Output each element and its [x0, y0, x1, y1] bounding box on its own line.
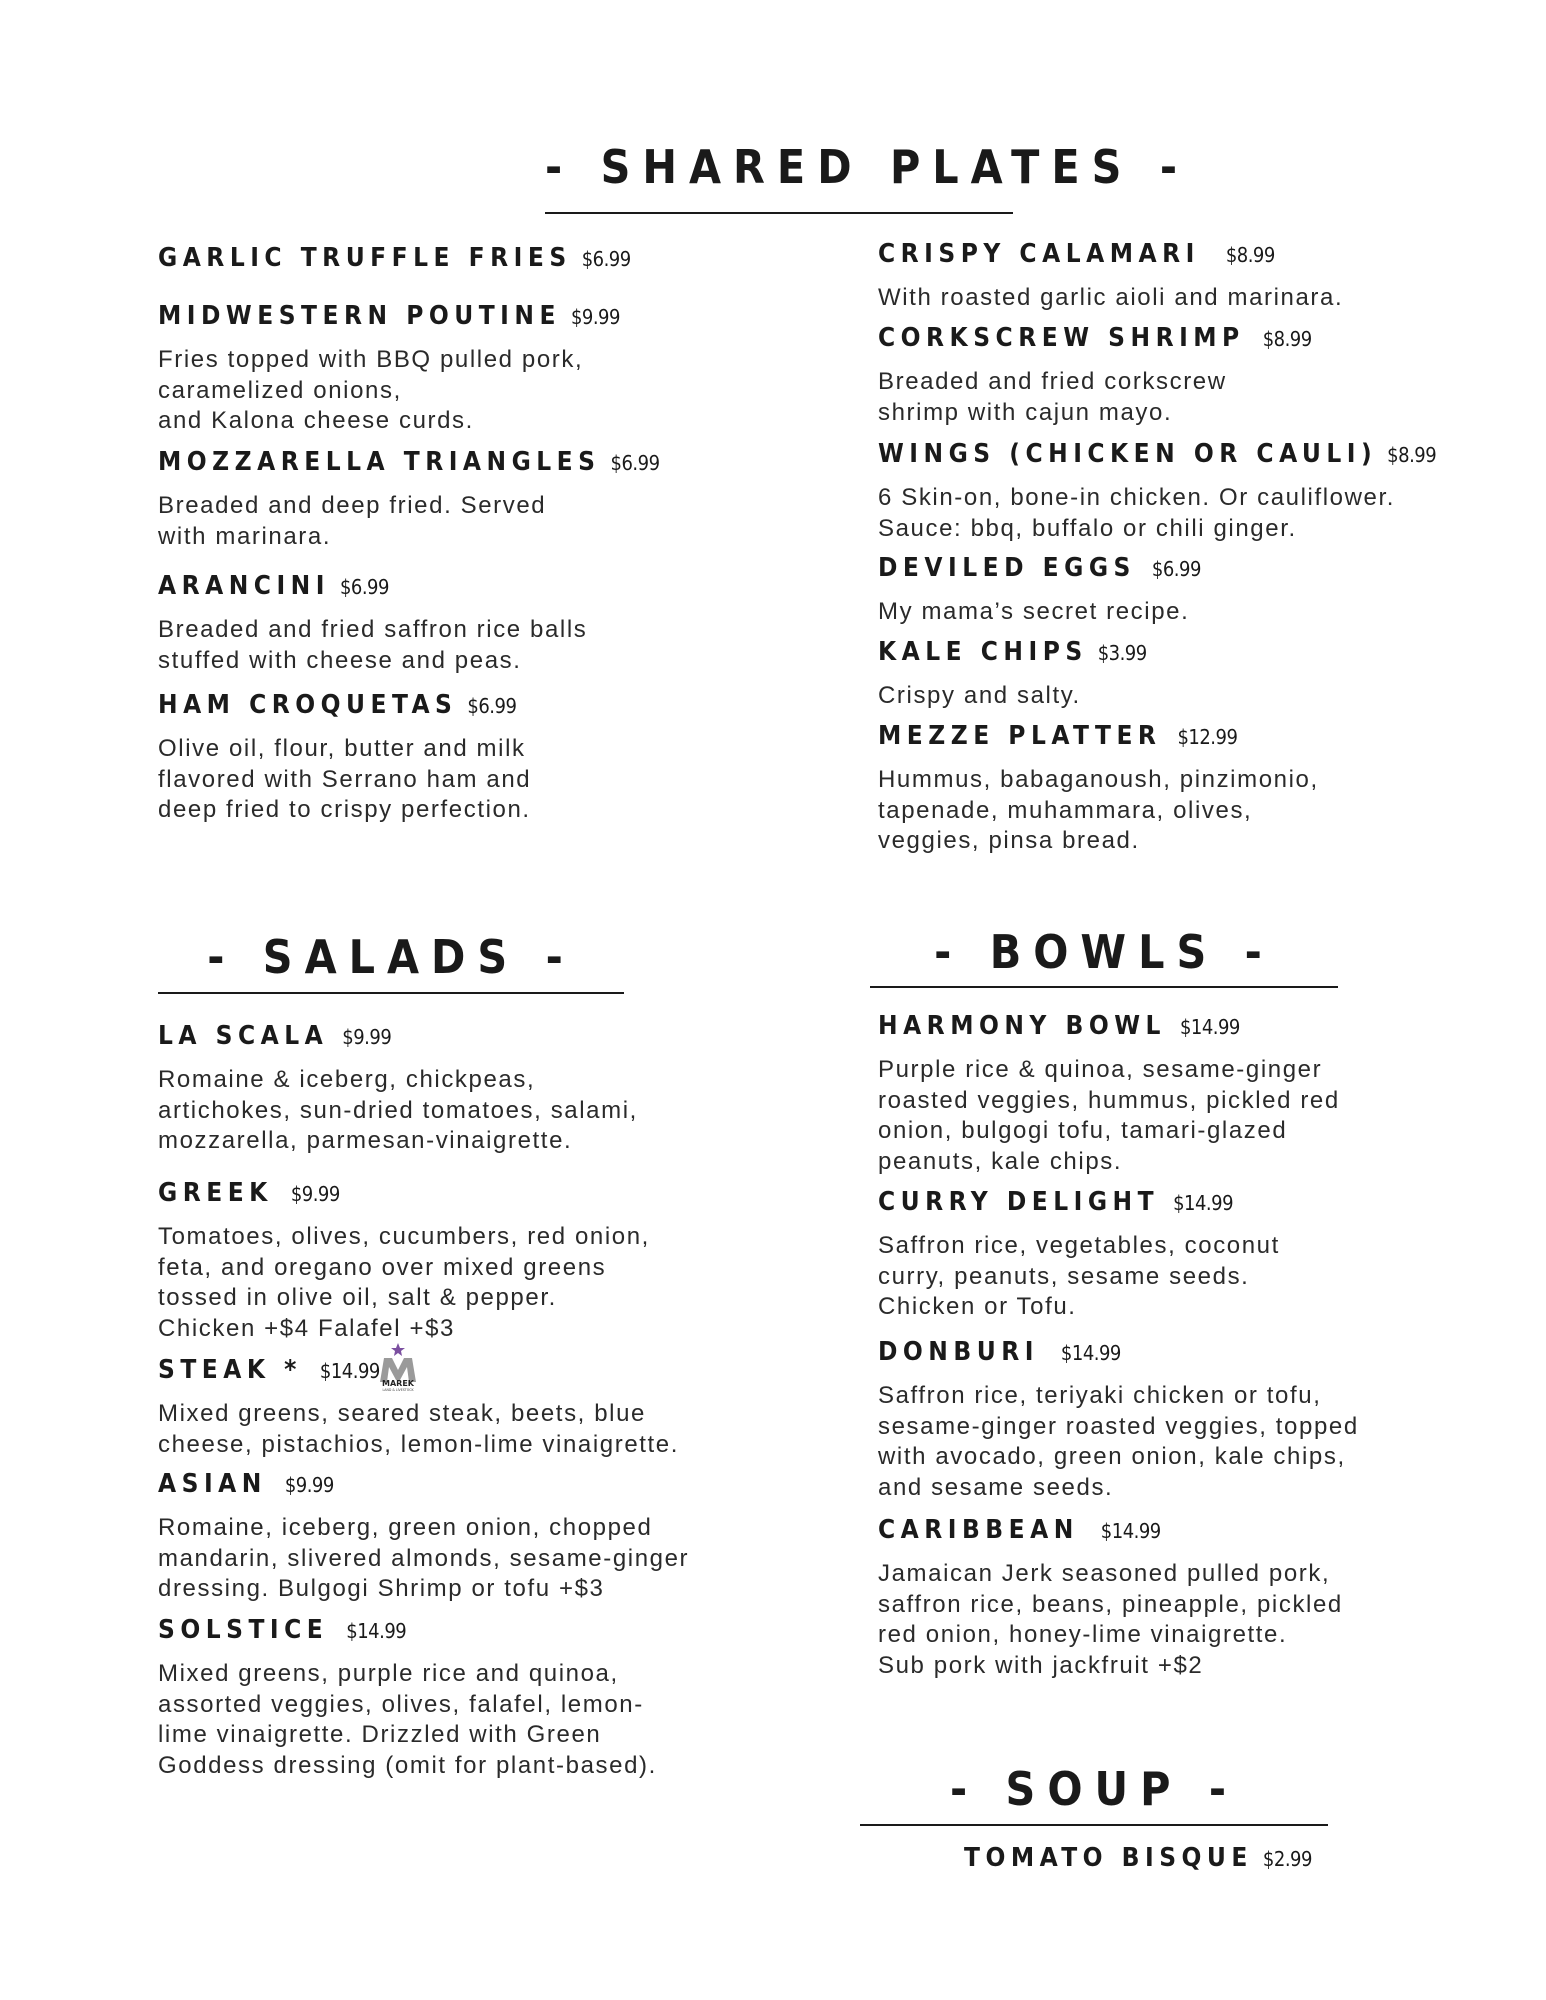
- item-name: CRISPY CALAMARI: [878, 239, 1200, 269]
- item-price: $14.99: [1060, 1341, 1121, 1365]
- menu-item-kale-chips: [878, 636, 1147, 712]
- item-price: $9.99: [284, 1473, 334, 1497]
- marek-logo-text: MAREK: [382, 1379, 414, 1388]
- item-name: KALE CHIPS: [878, 637, 1088, 667]
- item-description: Tomatoes, olives, cucumbers, red onion, feta, and oregano over mixed greens tossed in olive oil, salt & pepper. Chicken +$4 Falafel +$3: [158, 1223, 650, 1342]
- item-price: $14.99: [1179, 1015, 1240, 1039]
- item-price: $9.99: [570, 305, 620, 329]
- menu-item-garlic-truffle-fries: [158, 242, 631, 278]
- item-name: HAM CROQUETAS: [158, 690, 458, 720]
- item-price: $14.99: [319, 1359, 380, 1383]
- item-description: Fries topped with BBQ pulled pork, caramelized onions, and Kalona cheese curds.: [158, 346, 584, 434]
- soup-title: - SOUP -: [949, 1762, 1239, 1816]
- item-name: STEAK *: [158, 1355, 302, 1385]
- item-price: $14.99: [1173, 1191, 1234, 1215]
- item-name: MEZZE PLATTER: [878, 721, 1162, 751]
- item-price: $6.99: [581, 247, 631, 271]
- item-description: Olive oil, flour, butter and milk flavored with Serrano ham and deep fried to crispy perfection.: [158, 735, 532, 823]
- shared-plates-rule: [545, 212, 1013, 214]
- item-name: MIDWESTERN POUTINE: [158, 301, 561, 331]
- item-price: $6.99: [610, 451, 660, 475]
- item-description: Romaine & iceberg, chickpeas, artichokes, sun-dried tomatoes, salami, mozzarella, parmesan-vinaigrette.: [158, 1066, 638, 1154]
- item-name: DONBURI: [878, 1337, 1039, 1367]
- item-name: MOZZARELLA TRIANGLES: [158, 447, 601, 477]
- menu-item-harmony-bowl: [878, 1010, 1340, 1177]
- item-description: Romaine, iceberg, green onion, chopped mandarin, slivered almonds, sesame-ginger dressing. Bulgogi Shrimp or tofu +$3: [158, 1514, 690, 1602]
- shared-plates-title: - SHARED PLATES -: [545, 140, 1190, 194]
- menu-item-caribbean: [878, 1514, 1343, 1681]
- item-name: DEVILED EGGS: [878, 553, 1136, 583]
- menu-item-arancini: [158, 570, 587, 676]
- menu-item-donburi: [878, 1336, 1359, 1503]
- item-name: CARIBBEAN: [878, 1515, 1079, 1545]
- item-description: Mixed greens, purple rice and quinoa, assorted veggies, olives, falafel, lemon- lime vinaigrette. Drizzled with Green Goddess dressing (omit for plant-based).: [158, 1660, 657, 1779]
- menu-item-deviled-eggs: [878, 552, 1201, 628]
- item-price: $14.99: [1100, 1519, 1161, 1543]
- item-name: GREEK: [158, 1178, 273, 1208]
- item-price: $8.99: [1262, 327, 1312, 351]
- soup-rule: [860, 1824, 1328, 1826]
- menu-item-ham-croquetas: [158, 689, 531, 826]
- item-price: $8.99: [1225, 243, 1275, 267]
- menu-item-la-scala: [158, 1020, 638, 1157]
- bowls-title: - BOWLS -: [934, 925, 1274, 979]
- item-name: GARLIC TRUFFLE FRIES: [158, 243, 572, 273]
- item-description: Mixed greens, seared steak, beets, blue cheese, pistachios, lemon-lime vinaigrette.: [158, 1400, 680, 1458]
- item-description: Breaded and fried saffron rice balls stuffed with cheese and peas.: [158, 616, 588, 674]
- item-price: $9.99: [342, 1025, 392, 1049]
- item-name: SOLSTICE: [158, 1615, 329, 1645]
- menu-item-asian: [158, 1468, 689, 1605]
- item-name: CORKSCREW SHRIMP: [878, 323, 1245, 353]
- item-name: TOMATO BISQUE: [964, 1843, 1253, 1873]
- item-price: $14.99: [346, 1619, 407, 1643]
- menu-item-midwestern-poutine: [158, 300, 620, 437]
- item-description: Purple rice & quinoa, sesame-ginger roasted veggies, hummus, pickled red onion, bulgogi tofu, tamari-glazed peanuts, kale chips.: [878, 1056, 1340, 1175]
- salads-title: - SALADS -: [207, 930, 575, 984]
- item-name: WINGS (CHICKEN OR CAULI): [878, 439, 1378, 469]
- item-description: 6 Skin-on, bone-in chicken. Or cauliflower. Sauce: bbq, buffalo or chili ginger.: [878, 484, 1396, 542]
- salads-rule: [158, 992, 624, 994]
- item-name: ARANCINI: [158, 571, 330, 601]
- item-name: HARMONY BOWL: [878, 1011, 1166, 1041]
- menu-item-greek: [158, 1177, 650, 1344]
- marek-logo-icon: [372, 1342, 424, 1392]
- item-price: $6.99: [467, 694, 517, 718]
- item-description: Saffron rice, teriyaki chicken or tofu, sesame-ginger roasted veggies, topped with avocado, green onion, kale chips, and sesame seeds.: [878, 1382, 1359, 1501]
- item-price: $3.99: [1097, 641, 1147, 665]
- item-description: Breaded and deep fried. Served with marinara.: [158, 492, 547, 550]
- menu-item-wings: [878, 438, 1436, 544]
- menu-item-corkscrew-shrimp: [878, 322, 1312, 428]
- item-name: ASIAN: [158, 1469, 267, 1499]
- item-price: $6.99: [339, 575, 389, 599]
- item-price: $8.99: [1387, 443, 1437, 467]
- menu-item-tomato-bisque: [964, 1842, 1312, 1878]
- bowls-rule: [870, 986, 1338, 988]
- item-name: CURRY DELIGHT: [878, 1187, 1160, 1217]
- item-price: $6.99: [1151, 557, 1201, 581]
- menu-item-solstice: [158, 1614, 657, 1781]
- menu-item-mezze-platter: [878, 720, 1319, 857]
- marek-logo-subtext: LAND & LIVESTOCK: [382, 1388, 414, 1392]
- item-description: Hummus, babaganoush, pinzimonio, tapenade, muhammara, olives, veggies, pinsa bread.: [878, 766, 1319, 854]
- menu-item-mozzarella-triangles: [158, 446, 660, 552]
- item-description: Breaded and fried corkscrew shrimp with cajun mayo.: [878, 368, 1227, 426]
- item-description: My mama’s secret recipe.: [878, 598, 1190, 625]
- menu-item-curry-delight: [878, 1186, 1280, 1323]
- item-description: Saffron rice, vegetables, coconut curry, peanuts, sesame seeds. Chicken or Tofu.: [878, 1232, 1280, 1320]
- item-name: LA SCALA: [158, 1021, 329, 1051]
- item-price: $12.99: [1177, 725, 1238, 749]
- item-description: Crispy and salty.: [878, 682, 1081, 709]
- item-price: $9.99: [290, 1182, 340, 1206]
- menu-item-crispy-calamari: [878, 238, 1343, 314]
- item-description: With roasted garlic aioli and marinara.: [878, 284, 1344, 311]
- item-description: Jamaican Jerk seasoned pulled pork, saffron rice, beans, pineapple, pickled red onion, honey-lime vinaigrette. Sub pork with jackfruit +$2: [878, 1560, 1343, 1679]
- item-price: $2.99: [1262, 1847, 1312, 1871]
